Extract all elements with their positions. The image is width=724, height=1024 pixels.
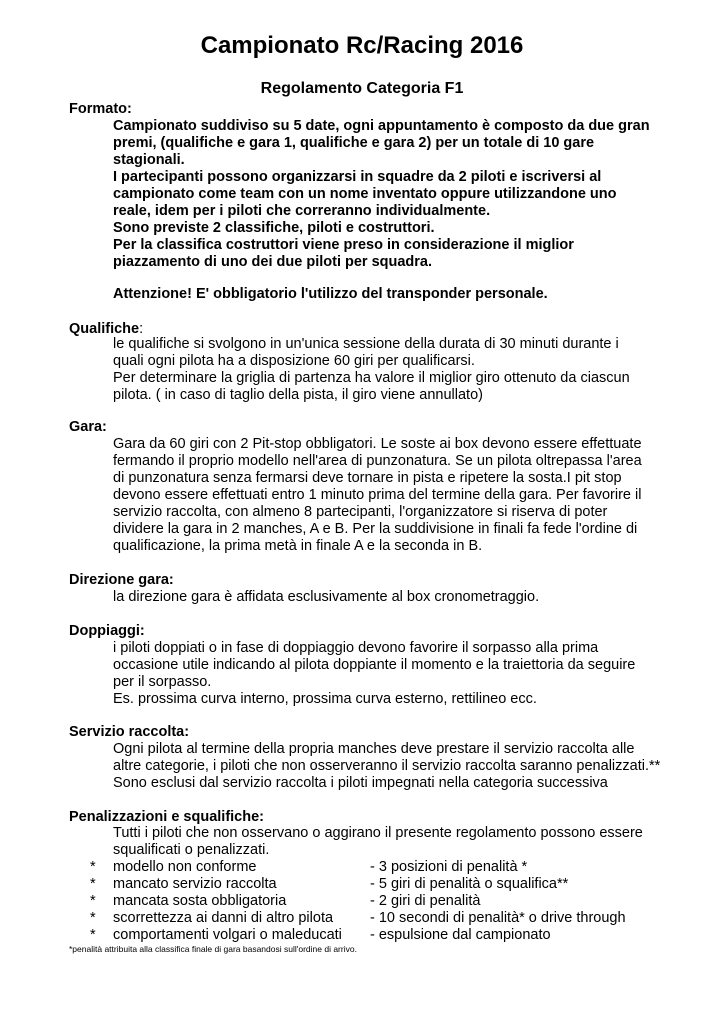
body-line: altre categorie, i piloti che non osserveranno il servizio raccolta saranno penalizzati.** <box>113 758 661 774</box>
body-line: Ogni pilota al termine della propria manches deve prestare il servizio raccolta alle <box>113 741 635 757</box>
penalty-infraction: scorrettezza ai danni di altro pilota <box>113 910 334 926</box>
bullet-asterisk: * <box>90 910 96 926</box>
body-line: per il sorpasso. <box>113 674 212 690</box>
penalty-row <box>0 910 724 927</box>
bullet-asterisk: * <box>90 927 96 943</box>
body-line: le qualifiche si svolgono in un'unica sessione della durata di 30 minuti durante i <box>113 336 619 352</box>
body-line: reale, idem per i piloti che correranno individualmente. <box>113 203 491 219</box>
bullet-asterisk: * <box>90 876 96 892</box>
bullet-asterisk: * <box>90 893 96 909</box>
document-title: Campionato Rc/Racing 2016 <box>200 32 524 59</box>
body-line: Gara da 60 giri con 2 Pit-stop obbligatori. Le soste ai box devono essere effettuate <box>113 436 642 452</box>
body-line: Per determinare la griglia di partenza ha valore il miglior giro ottenuto da ciascun <box>113 370 630 386</box>
body-line: premi, (qualifiche e gara 1, qualifiche e gara 2) per un totale di 10 gare <box>113 135 595 151</box>
heading-colon: : <box>139 321 144 337</box>
section-heading-gara: Gara: <box>69 419 107 435</box>
bullet-asterisk: * <box>90 859 96 875</box>
penalty-infraction: modello non conforme <box>113 859 257 875</box>
penalty-infraction: mancata sosta obbligatoria <box>113 893 287 909</box>
body-line: di punzonatura senza fermarsi deve tornare in pista e ripetere la sosta.I pit stop <box>113 470 622 486</box>
penalty-row <box>0 893 724 910</box>
section-heading-doppiaggi: Doppiaggi: <box>69 623 145 639</box>
section-heading-formato: Formato: <box>69 101 132 117</box>
body-line: la direzione gara è affidata esclusivamente al box cronometraggio. <box>113 589 540 605</box>
body-line: campionato come team con un nome inventato oppure utilizzandone uno <box>113 186 617 202</box>
body-line: fermando il proprio modello nell'area di punzonatura. Se un pilota oltrepassa l'area <box>113 453 642 469</box>
body-line: quali ogni pilota ha a disposizione 60 giri per qualificarsi. <box>113 353 475 369</box>
section-body-gara <box>113 436 673 555</box>
body-line: occasione utile indicando al pilota doppiante il momento e la traiettoria da seguire <box>113 657 636 673</box>
body-line: qualificazione, la prima metà in finale A e la seconda in B. <box>113 538 483 554</box>
penalty-footnote: *penalità attribuita alla classifica finale di gara basandosi sull'ordine di arrivo. <box>69 944 357 954</box>
body-line: devono essere effettuati entro 1 minuto prima del termine della gara. Per favorire il <box>113 487 642 503</box>
body-line: piazzamento di uno dei due piloti per squadra. <box>113 254 433 270</box>
penalty-row <box>0 876 724 893</box>
body-line: servizio raccolta, con almeno 8 partecipanti, l'organizzatore si riserva di poter <box>113 504 608 520</box>
section-body-servizio <box>113 741 673 792</box>
body-line: dividere la gara in 2 manches, A e B. Per la suddivisione in finali fa fede l'ordine di <box>113 521 638 537</box>
penalty-value: - espulsione dal campionato <box>370 927 551 943</box>
section-body-qualifiche <box>113 336 673 404</box>
section-body-formato <box>113 118 673 271</box>
penalty-infraction: mancato servizio raccolta <box>113 876 277 892</box>
section-body-direzione <box>113 589 673 606</box>
penalty-value: - 5 giri di penalità o squalifica** <box>370 876 569 892</box>
body-line: stagionali. <box>113 152 185 168</box>
heading-text: Qualifiche <box>69 321 140 337</box>
body-line: Es. prossima curva interno, prossima curva esterno, rettilineo ecc. <box>113 691 537 707</box>
section-heading-direzione: Direzione gara: <box>69 572 174 588</box>
penalty-infraction: comportamenti volgari o maleducati <box>113 927 342 943</box>
body-line: I partecipanti possono organizzarsi in squadre da 2 piloti e iscriversi al <box>113 169 602 185</box>
body-line: Campionato suddiviso su 5 date, ogni appuntamento è composto da due gran <box>113 118 650 134</box>
body-line: squalificati o penalizzati. <box>113 842 270 858</box>
section-heading-penalizzazioni: Penalizzazioni e squalifiche: <box>69 809 264 825</box>
section-body-doppiaggi <box>113 640 673 708</box>
body-line: Sono previste 2 classifiche, piloti e costruttori. <box>113 220 435 236</box>
penalty-row <box>0 859 724 876</box>
document-subtitle: Regolamento Categoria F1 <box>260 80 464 97</box>
body-line: Sono esclusi dal servizio raccolta i piloti impegnati nella categoria successiva <box>113 775 608 791</box>
penalty-row <box>0 927 724 944</box>
section-body-penalizzazioni <box>113 825 673 859</box>
penalty-value: - 3 posizioni di penalità * <box>370 859 528 875</box>
body-line: Tutti i piloti che non osservano o aggirano il presente regolamento possono essere <box>113 825 643 841</box>
body-line: Per la classifica costruttori viene preso in considerazione il miglior <box>113 237 574 253</box>
body-line: i piloti doppiati o in fase di doppiaggio devono favorire il sorpasso alla prima <box>113 640 599 656</box>
section-heading-servizio: Servizio raccolta: <box>69 724 190 740</box>
transponder-warning: Attenzione! E' obbligatorio l'utilizzo del transponder personale. <box>113 286 548 302</box>
penalty-value: - 10 secondi di penalità* o drive through <box>370 910 626 926</box>
body-line: pilota. ( in caso di taglio della pista, il giro viene annullato) <box>113 387 483 403</box>
penalty-value: - 2 giri di penalità <box>370 893 481 909</box>
